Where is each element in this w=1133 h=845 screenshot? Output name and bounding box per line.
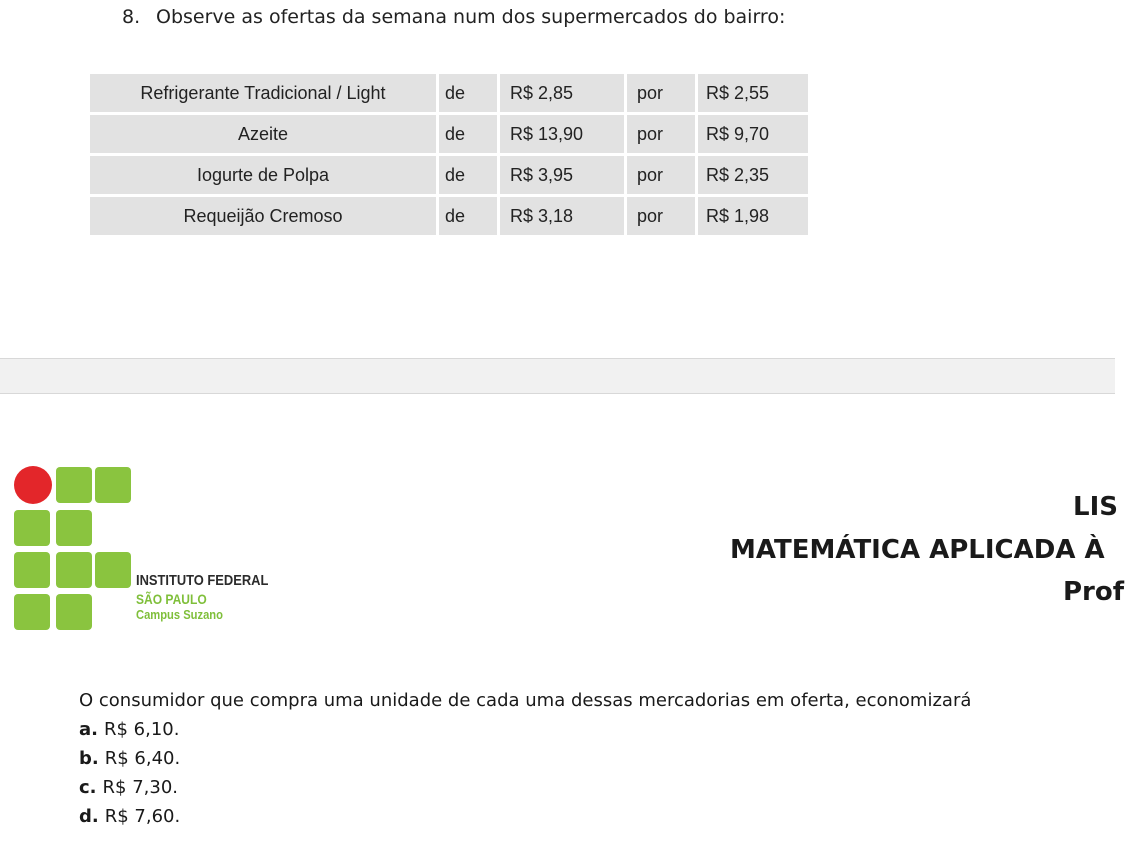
de-cell: de (439, 74, 497, 112)
option-d (79, 806, 180, 835)
logo-square (95, 467, 131, 503)
option-letter: c. (79, 777, 97, 798)
option-text: R$ 6,10. (103, 719, 180, 740)
header-line-1: LIS (1073, 492, 1118, 522)
logo-square (14, 552, 50, 588)
from-price-cell: R$ 13,90 (500, 115, 624, 153)
to-price-cell: R$ 2,55 (698, 74, 808, 112)
de-cell: de (439, 115, 497, 153)
option-letter: b. (79, 748, 99, 769)
page-break (0, 358, 1115, 394)
question-stem: O consumidor que compra uma unidade de cada uma dessas mercadorias em oferta, economizará (79, 690, 972, 711)
logo-square (56, 510, 92, 546)
header-line-3: Prof (1063, 577, 1125, 607)
question-heading (122, 6, 785, 28)
product-cell: Iogurte de Polpa (90, 156, 436, 194)
logo-square (56, 552, 92, 588)
table-row (90, 197, 808, 235)
product-cell: Refrigerante Tradicional / Light (90, 74, 436, 112)
to-price-cell: R$ 1,98 (698, 197, 808, 235)
table-row (90, 156, 808, 194)
offers-table (87, 71, 811, 238)
institute-logo (0, 460, 320, 622)
logo-square (56, 594, 92, 630)
option-c (79, 777, 180, 806)
product-cell: Requeijão Cremoso (90, 197, 436, 235)
logo-red-dot (14, 466, 52, 504)
question-number: 8. (122, 6, 141, 28)
logo-square (95, 552, 131, 588)
table-row (90, 115, 808, 153)
logo-square (14, 510, 50, 546)
logo-text-state: SÃO PAULO (136, 591, 207, 607)
logo-text-campus: Campus Suzano (136, 607, 223, 622)
product-cell: Azeite (90, 115, 436, 153)
from-price-cell: R$ 3,95 (500, 156, 624, 194)
option-text: R$ 7,60. (104, 806, 181, 827)
option-text: R$ 7,30. (102, 777, 178, 798)
de-cell: de (439, 197, 497, 235)
por-cell: por (627, 115, 695, 153)
from-price-cell: R$ 3,18 (500, 197, 624, 235)
option-letter: d. (79, 806, 99, 827)
header-line-2: MATEMÁTICA APLICADA À (730, 535, 1105, 565)
logo-square (14, 594, 50, 630)
option-text: R$ 6,40. (104, 748, 181, 769)
answer-options (79, 719, 180, 835)
to-price-cell: R$ 9,70 (698, 115, 808, 153)
logo-text-institute: INSTITUTO FEDERAL (136, 572, 269, 589)
table-row (90, 74, 808, 112)
por-cell: por (627, 74, 695, 112)
to-price-cell: R$ 2,35 (698, 156, 808, 194)
logo-square (56, 467, 92, 503)
de-cell: de (439, 156, 497, 194)
question-text: Observe as ofertas da semana num dos supermercados do bairro: (156, 6, 786, 28)
por-cell: por (627, 197, 695, 235)
option-a (79, 719, 180, 748)
option-b (79, 748, 180, 777)
por-cell: por (627, 156, 695, 194)
option-letter: a. (79, 719, 98, 740)
from-price-cell: R$ 2,85 (500, 74, 624, 112)
